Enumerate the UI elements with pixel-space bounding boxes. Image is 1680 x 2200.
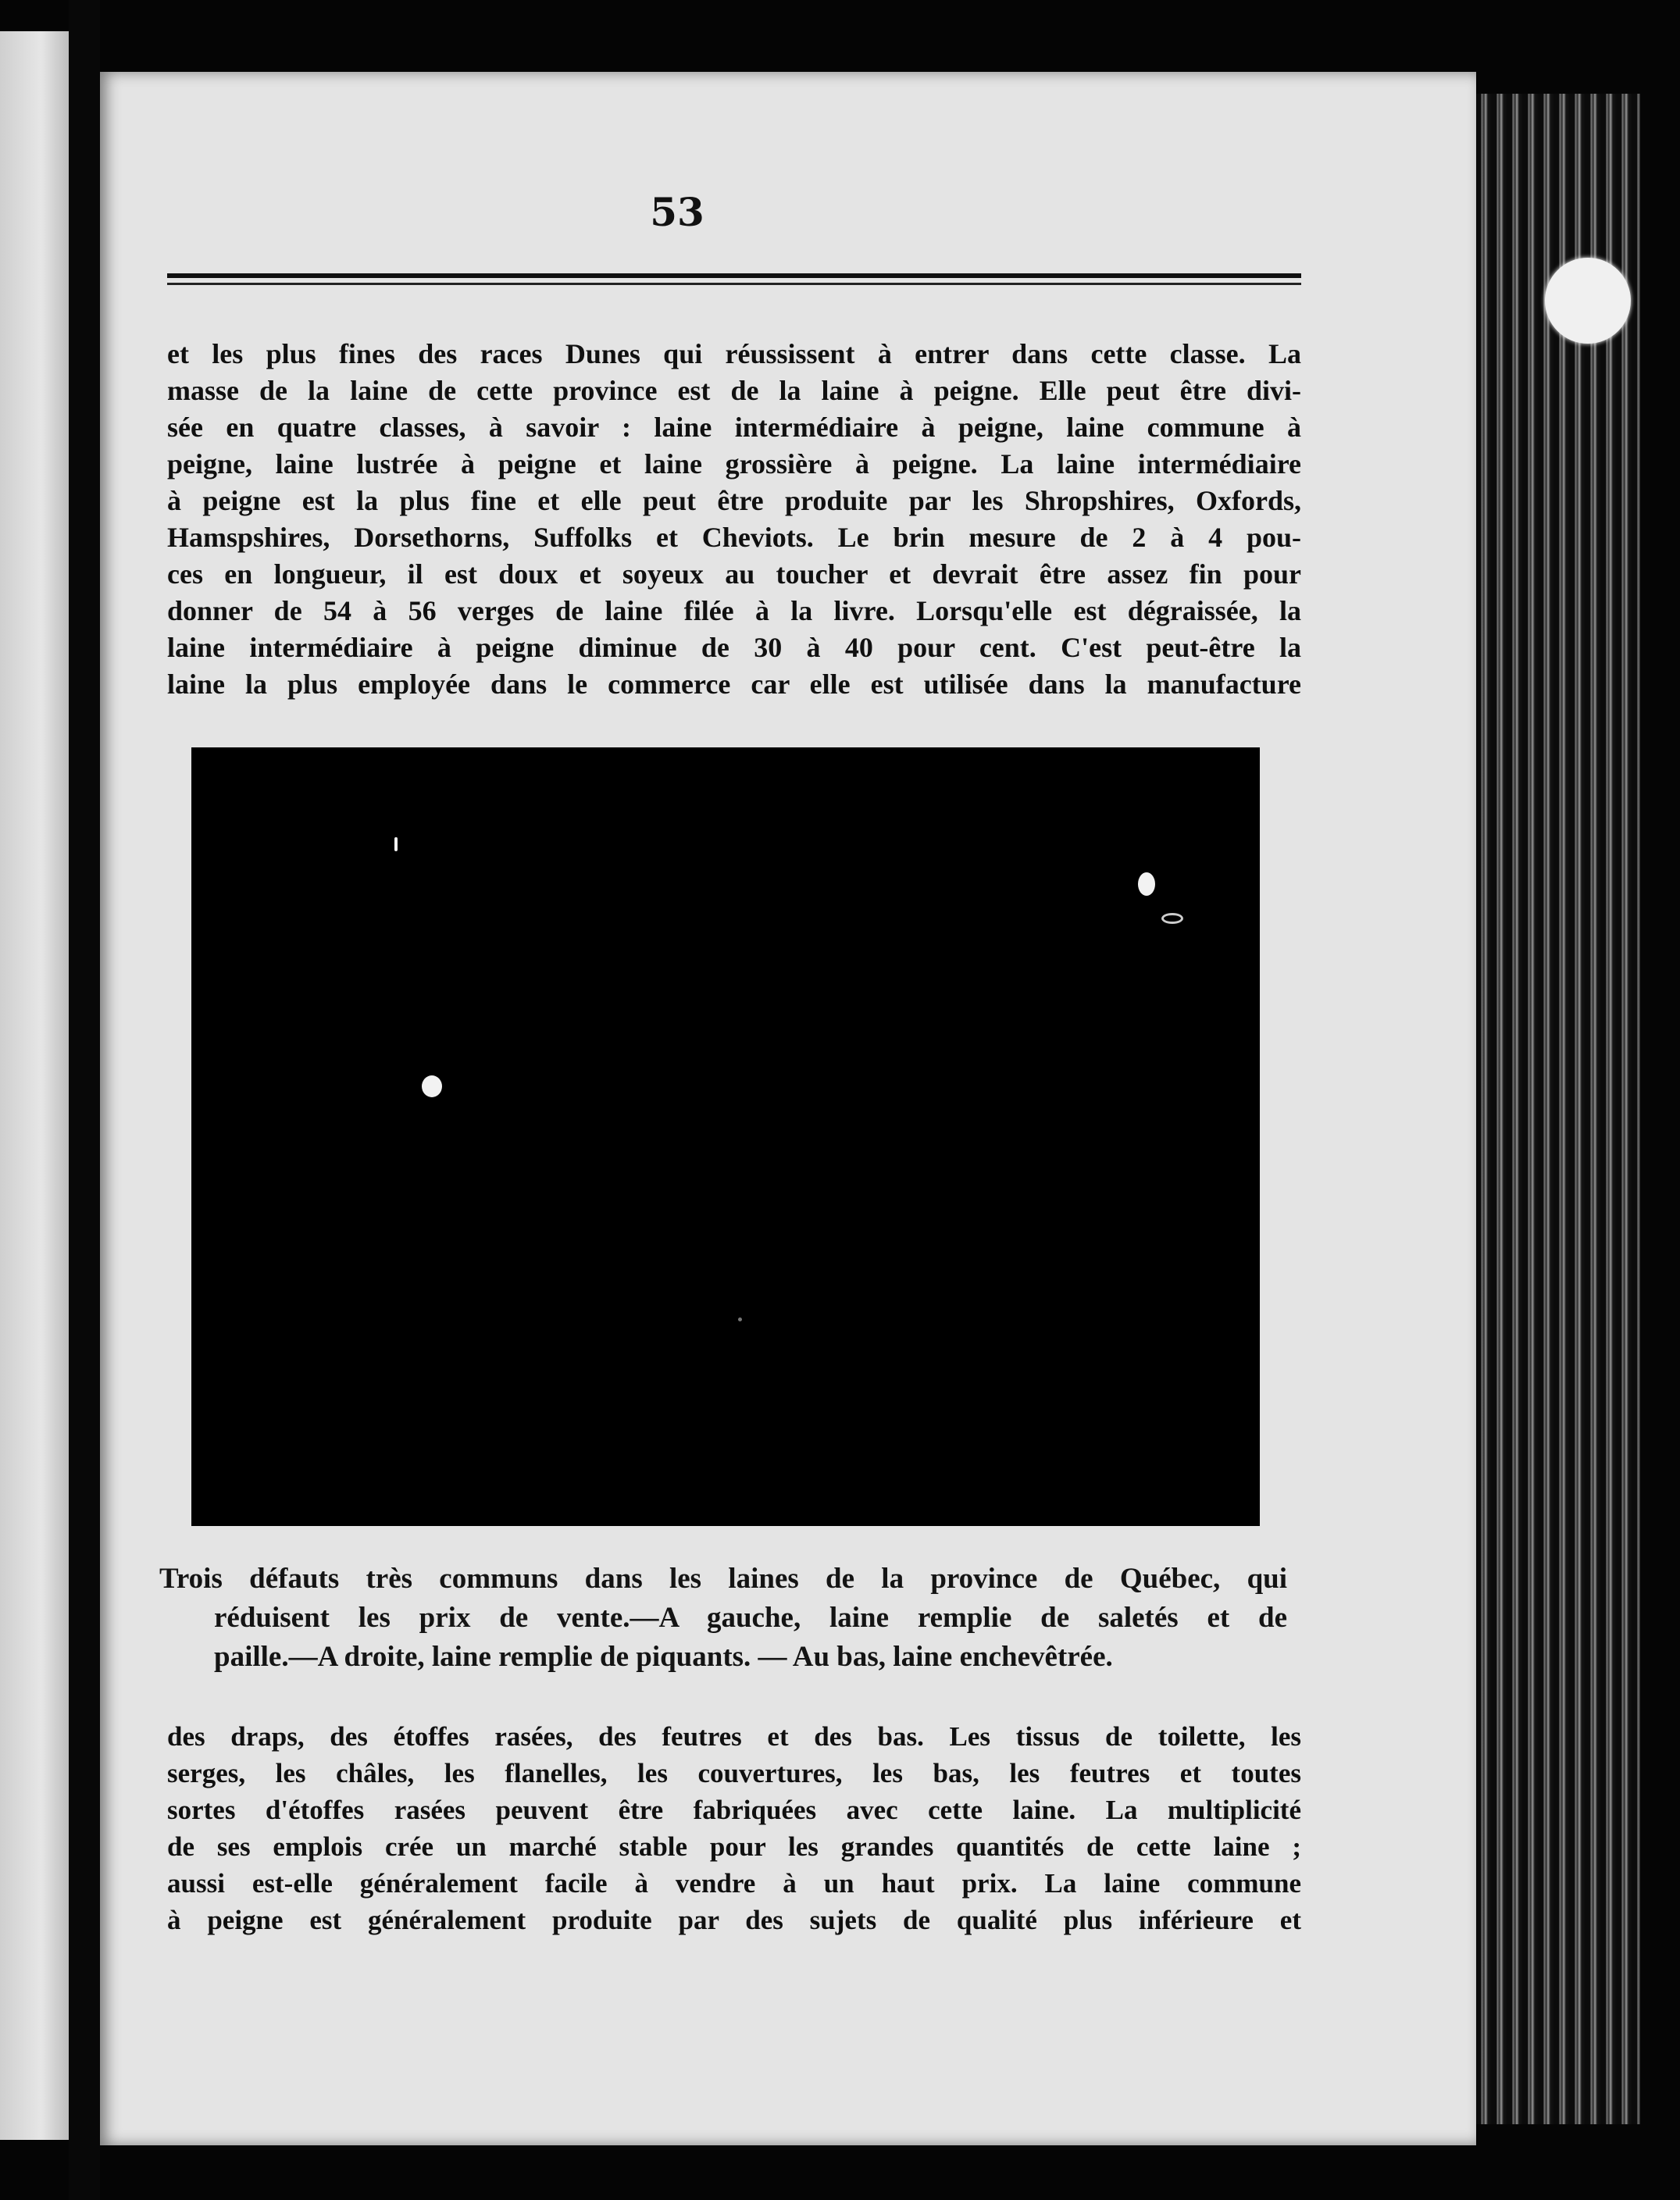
header-rule — [167, 273, 1301, 278]
page-stack-edge — [1476, 94, 1640, 2124]
book-spine — [69, 0, 100, 2200]
photo-speck — [394, 837, 398, 851]
photo-plate — [191, 747, 1260, 1526]
scan-artifact — [1545, 258, 1631, 344]
text-line: Hamspshires, Dorsethorns, Suffolks et Cheviots. Le brin mesure de 2 à 4 pou- — [167, 522, 1301, 553]
text-line: masse de la laine de cette province est de la laine à peigne. Elle peut être divi- — [167, 375, 1301, 406]
photo-speck — [1138, 872, 1155, 896]
text-line: à peigne est la plus fine et elle peut être produite par les Shropshires, Oxfords, — [167, 485, 1301, 516]
text-line: ces en longueur, il est doux et soyeux au toucher et devrait être assez fin pour — [167, 558, 1301, 590]
caption-line: paille.—A droite, laine remplie de piquants. — Au bas, laine enchevêtrée. — [214, 1641, 1113, 1673]
text-line: laine intermédiaire à peigne diminue de 30 à 40 pour cent. C'est peut-être la — [167, 632, 1301, 663]
photo-speck — [1161, 913, 1183, 924]
paragraph-top — [167, 336, 1301, 703]
text-line: sortes d'étoffes rasées peuvent être fabriquées avec cette laine. La multiplicité — [167, 1795, 1301, 1825]
paragraph-bottom — [167, 1718, 1301, 1938]
photo-speck — [738, 1318, 742, 1321]
text-line: peigne, laine lustrée à peigne et laine grossière à peigne. La laine intermédiaire — [167, 448, 1301, 480]
photo-speck — [422, 1075, 442, 1097]
book-page — [100, 72, 1476, 2145]
page-number: 53 — [650, 189, 704, 235]
text-line: aussi est-elle généralement facile à vendre à un haut prix. La laine commune — [167, 1868, 1301, 1899]
header-rule-thin — [167, 283, 1301, 285]
text-line: serges, les châles, les flanelles, les couvertures, les bas, les feutres et toutes — [167, 1758, 1301, 1788]
figure-caption — [159, 1560, 1287, 1677]
text-line: donner de 54 à 56 verges de laine filée à la livre. Lorsqu'elle est dégraissée, la — [167, 595, 1301, 626]
text-line: de ses emplois crée un marché stable pour les grandes quantités de cette laine ; — [167, 1831, 1301, 1862]
text-line: sée en quatre classes, à savoir : laine intermédiaire à peigne, laine commune à — [167, 412, 1301, 443]
text-line: des draps, des étoffes rasées, des feutres et des bas. Les tissus de toilette, les — [167, 1721, 1301, 1752]
text-line: laine la plus employée dans le commerce car elle est utilisée dans la manufacture — [167, 669, 1301, 700]
text-line: et les plus fines des races Dunes qui réussissent à entrer dans cette classe. La — [167, 338, 1301, 369]
caption-line: Trois défauts très communs dans les laines de la province de Québec, qui — [159, 1563, 1287, 1595]
caption-line: réduisent les prix de vente.—A gauche, laine remplie de saletés et de — [214, 1602, 1287, 1634]
adjacent-page-edge — [0, 31, 69, 2140]
text-line: à peigne est généralement produite par des sujets de qualité plus inférieure et — [167, 1905, 1301, 1935]
